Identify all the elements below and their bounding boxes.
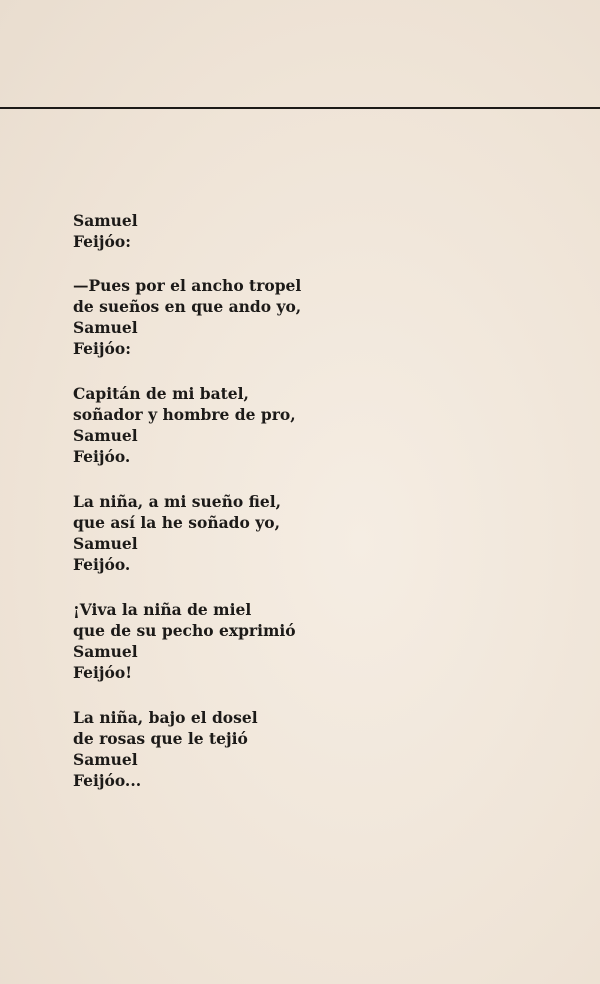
poem-line: que de su pecho exprimió	[73, 621, 296, 640]
poem-line: Feijóo:	[73, 232, 131, 251]
poem-line: La niña, a mi sueño fiel,	[73, 492, 282, 511]
poem-line: soñador y hombre de pro,	[73, 405, 296, 424]
poem-line: de rosas que le tejió	[73, 729, 248, 748]
stanza	[73, 707, 373, 791]
poem-line: —Pues por el ancho tropel	[73, 276, 302, 295]
poem-line: que así la he soñado yo,	[73, 513, 280, 532]
poem-line: Samuel	[73, 318, 138, 337]
poem-line: Samuel	[73, 426, 138, 445]
poem-line: Feijóo...	[73, 771, 142, 790]
poem-line: Samuel	[73, 534, 138, 553]
poem-line: La niña, bajo el dosel	[73, 708, 258, 727]
stanza	[73, 599, 373, 683]
poem-line: ¡Viva la niña de miel	[73, 600, 252, 619]
stanza	[73, 383, 373, 467]
poem-line: Feijóo.	[73, 555, 131, 574]
poem-line: Feijóo:	[73, 339, 131, 358]
poem-line: Capitán de mi batel,	[73, 384, 249, 403]
poem-line: Samuel	[73, 211, 138, 230]
stanza	[73, 275, 373, 359]
poem-line: Samuel	[73, 642, 138, 661]
poem-line: de sueños en que ando yo,	[73, 297, 302, 316]
poem	[73, 210, 373, 815]
poem-line: Samuel	[73, 750, 138, 769]
stanza	[73, 210, 373, 252]
poem-line: Feijóo.	[73, 447, 131, 466]
poem-line: Feijóo!	[73, 663, 132, 682]
stanza	[73, 491, 373, 575]
